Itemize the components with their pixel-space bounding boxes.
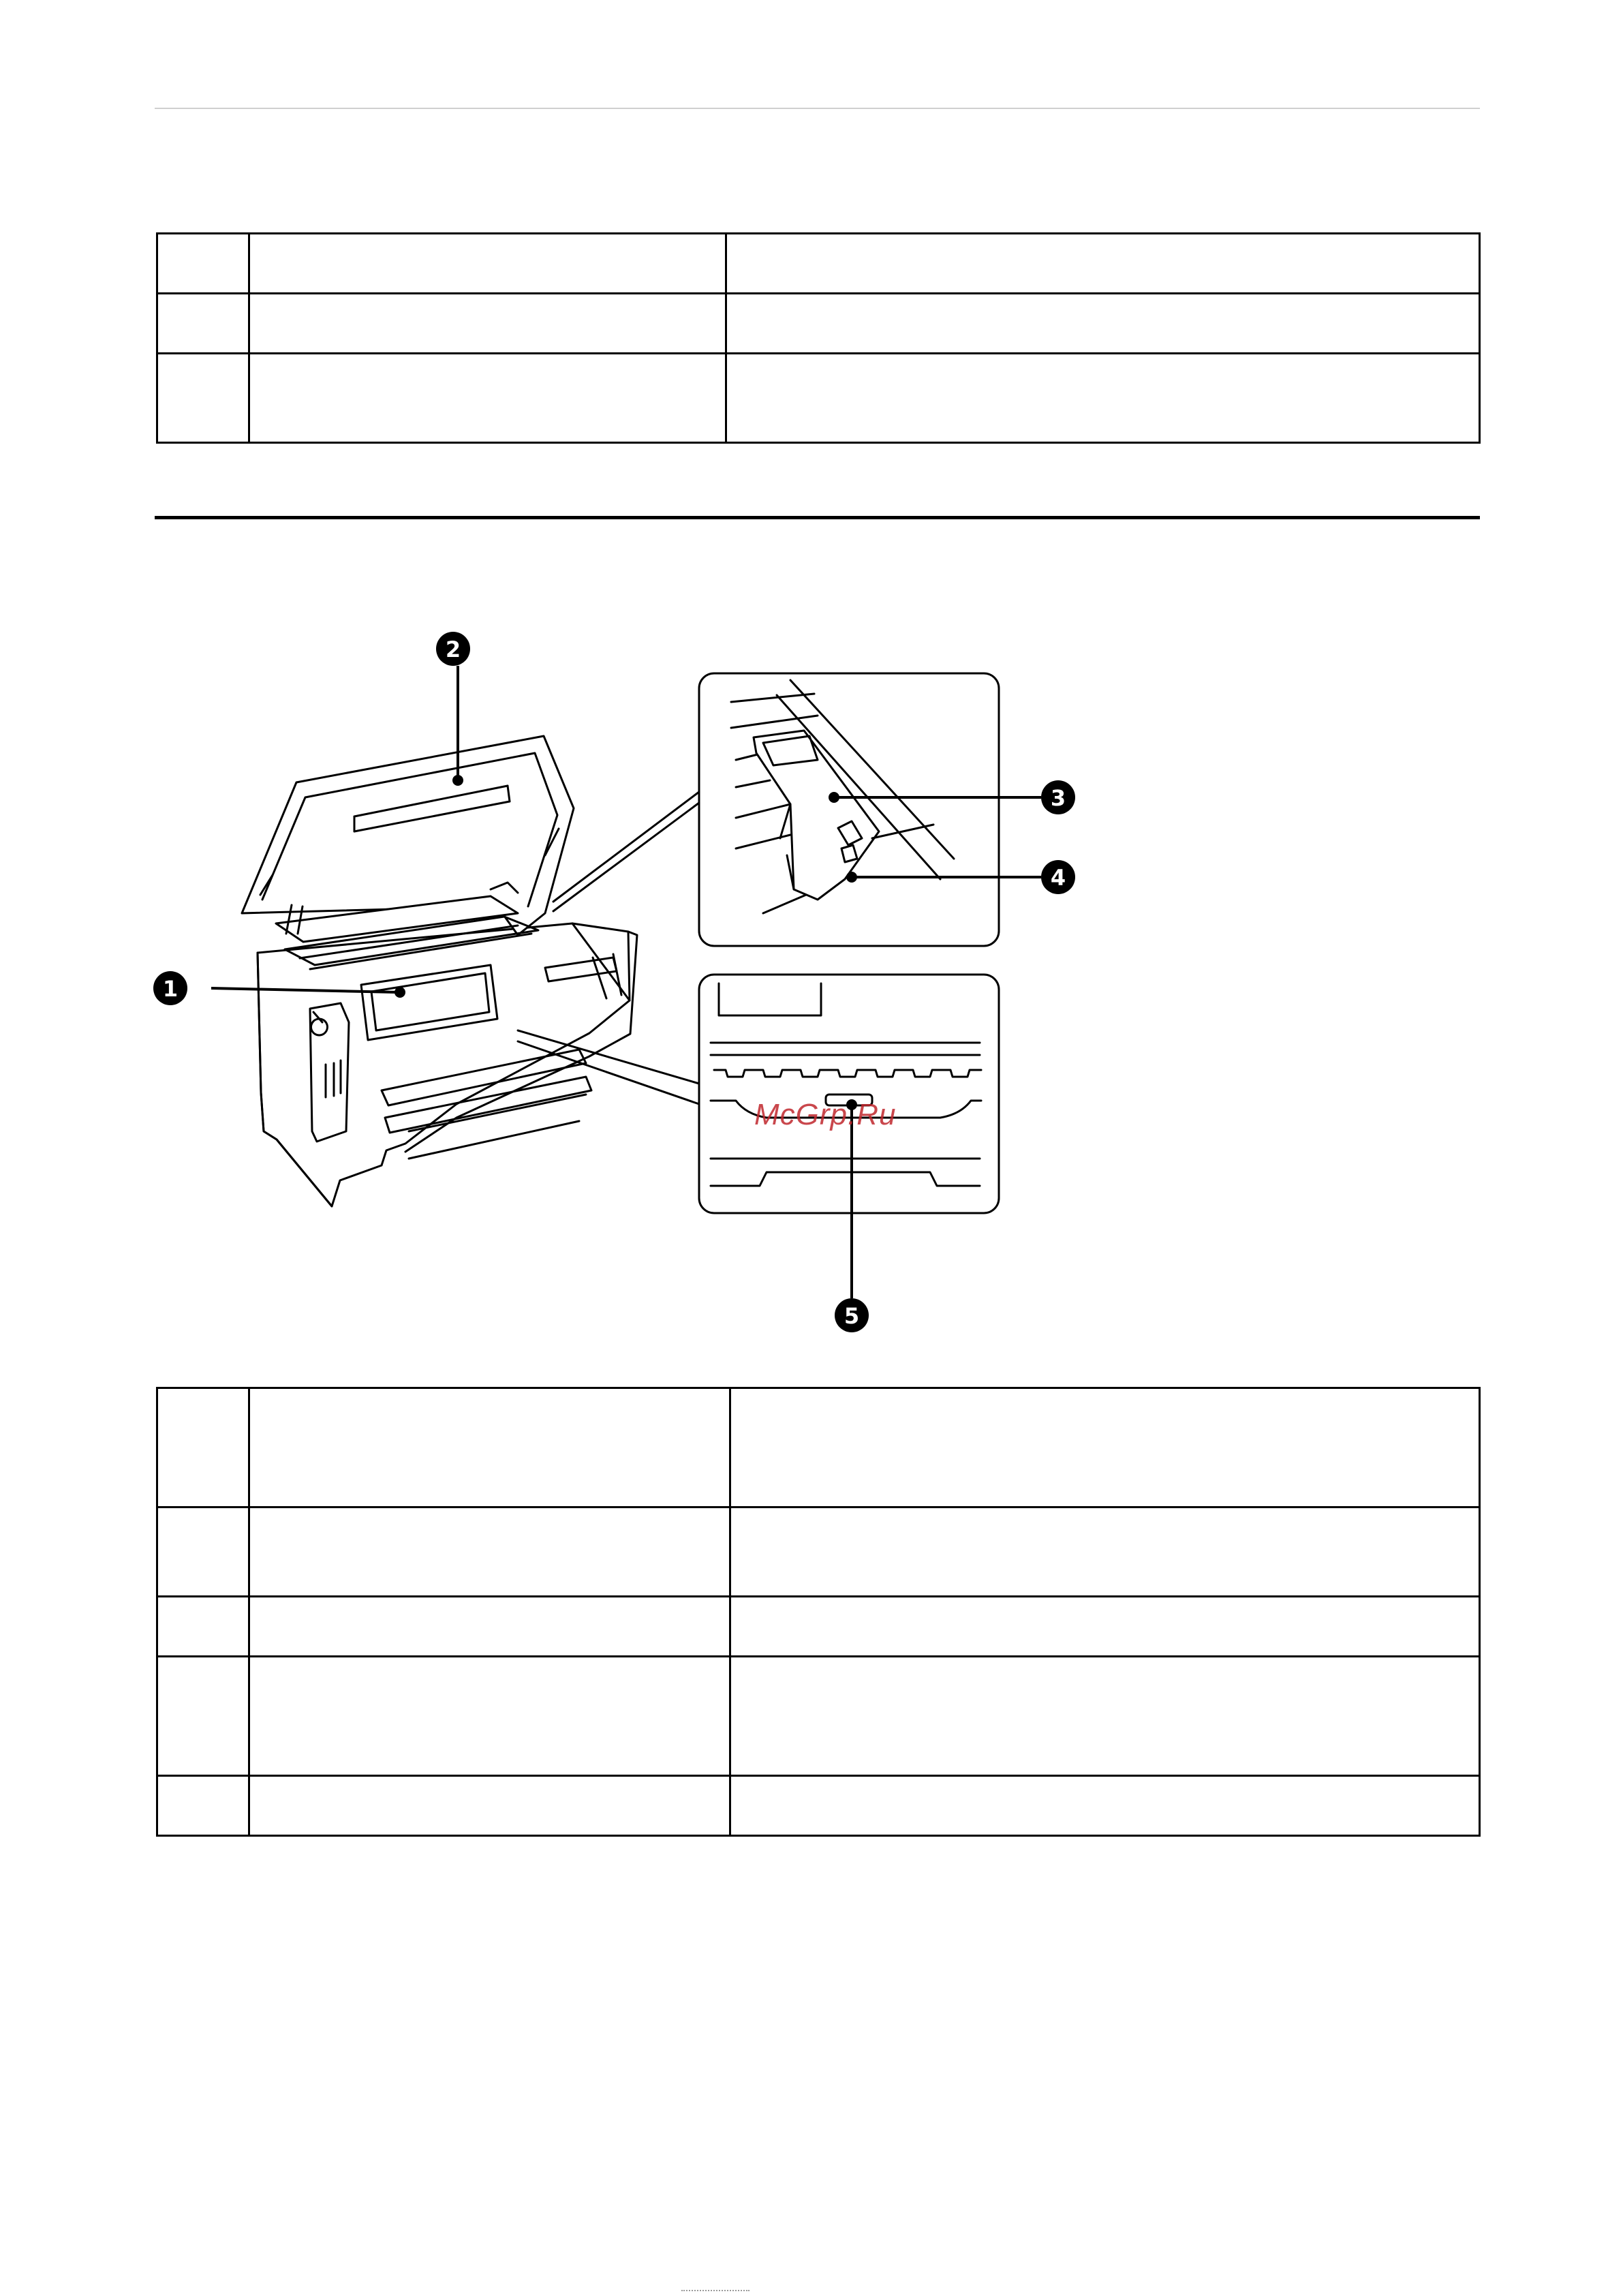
watermark: McGrp.Ru (754, 1098, 897, 1131)
callout-1 (153, 971, 187, 1005)
table-row (157, 1597, 1480, 1657)
part-name (249, 234, 726, 294)
svg-text:4: 4 (1050, 865, 1066, 891)
svg-text:3: 3 (1050, 785, 1066, 811)
part-description (726, 354, 1480, 443)
part-name (249, 354, 726, 443)
part-description (730, 1388, 1480, 1507)
part-description (730, 1776, 1480, 1836)
table-row (157, 1657, 1480, 1776)
part-name (249, 294, 726, 354)
part-name (249, 1597, 730, 1657)
table-row (157, 294, 1480, 354)
svg-text:1: 1 (162, 976, 179, 1002)
inset-paper-path (699, 975, 999, 1213)
row-number (157, 294, 249, 354)
callout-5 (835, 1298, 869, 1332)
callout-3 (1041, 780, 1075, 814)
row-number (157, 1776, 249, 1836)
part-description (730, 1507, 1480, 1597)
row-number (157, 1597, 249, 1657)
part-description (726, 294, 1480, 354)
row-number (157, 1657, 249, 1776)
part-description (730, 1657, 1480, 1776)
header-rule (155, 108, 1480, 109)
row-number (157, 1388, 249, 1507)
inset-carriage (699, 673, 999, 946)
table-row (157, 354, 1480, 443)
part-name (249, 1507, 730, 1597)
svg-text:2: 2 (445, 637, 461, 662)
table-row (157, 1507, 1480, 1597)
printer-interior-figure (136, 613, 1104, 1377)
part-description (726, 234, 1480, 294)
svg-text:5: 5 (844, 1303, 860, 1329)
parts-table-bottom (156, 1387, 1481, 1837)
row-number (157, 234, 249, 294)
callout-2 (436, 632, 470, 666)
part-description (730, 1597, 1480, 1657)
section-rule (155, 516, 1480, 519)
table-row (157, 1776, 1480, 1836)
part-name (249, 1776, 730, 1836)
part-name (249, 1388, 730, 1507)
callout-4 (1041, 860, 1075, 894)
row-number (157, 1507, 249, 1597)
footer-mark (681, 2290, 749, 2291)
table-row (157, 1388, 1480, 1507)
part-name (249, 1657, 730, 1776)
printer-illustration (242, 736, 637, 1206)
row-number (157, 354, 249, 443)
parts-table-top (156, 232, 1481, 444)
table-row (157, 234, 1480, 294)
